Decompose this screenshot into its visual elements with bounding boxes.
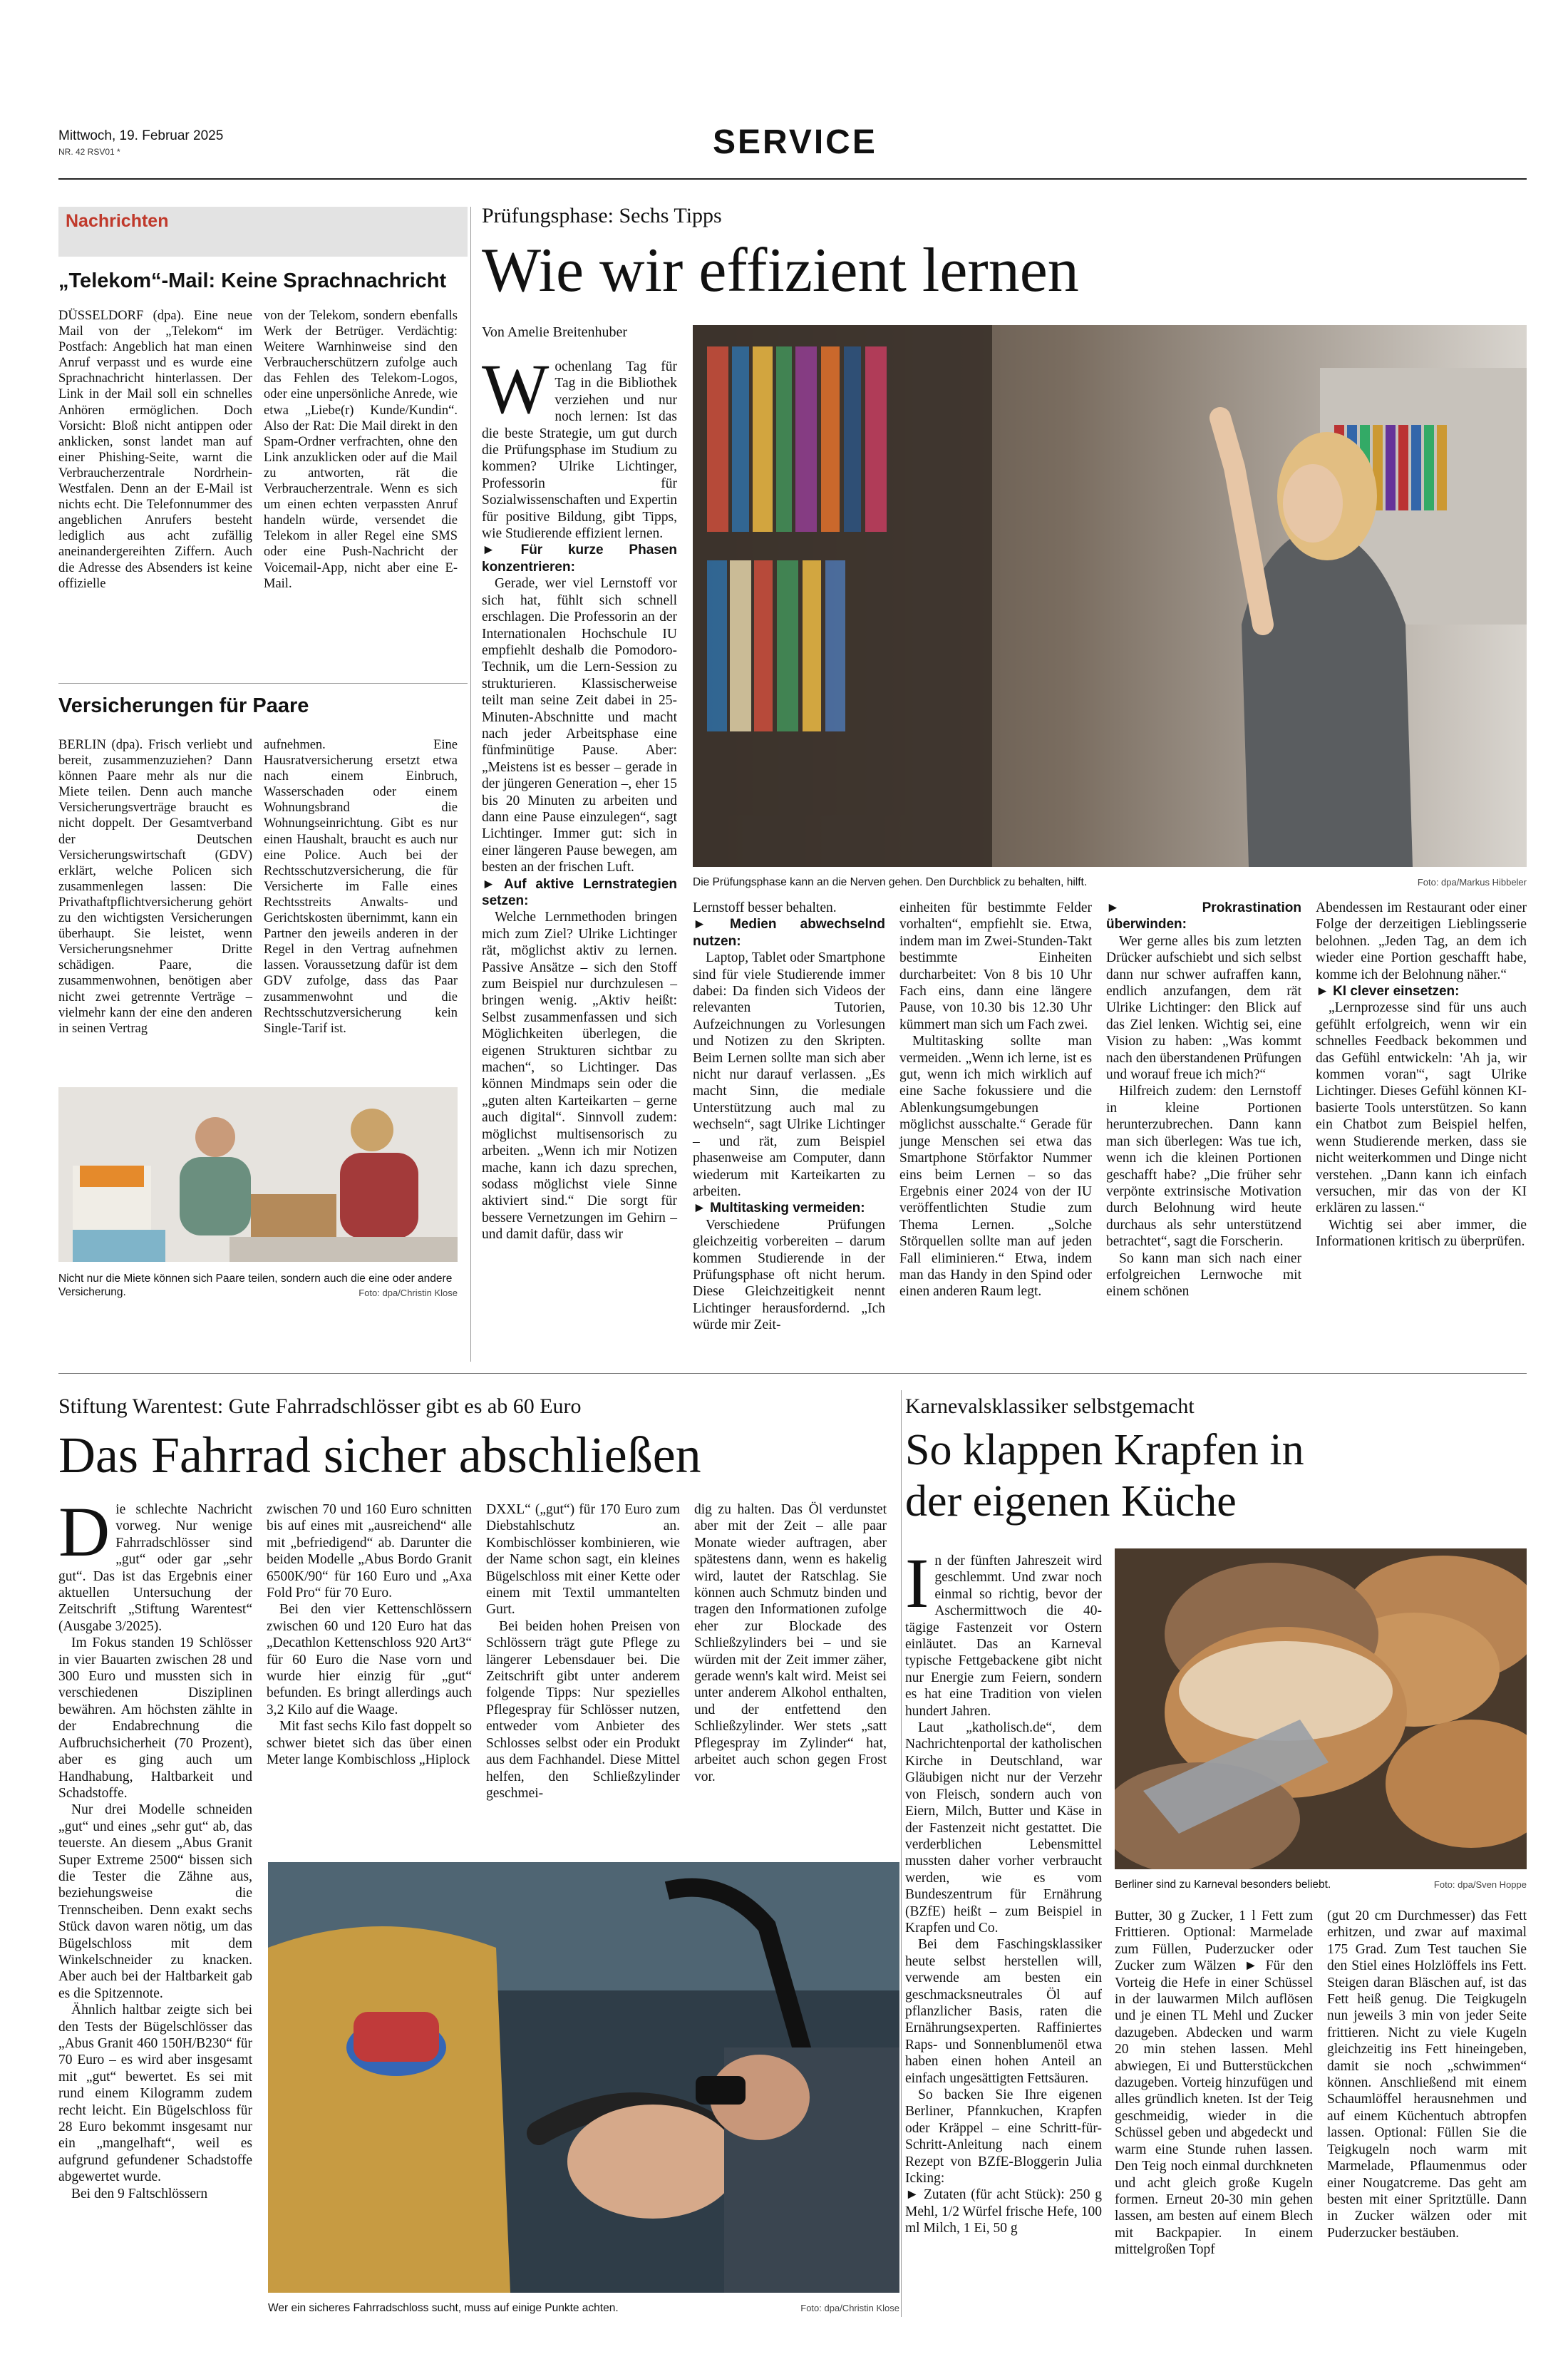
brief1-col1: DÜSSELDORF (dpa). Eine neue Mail von der „Telekom“ im Postfach: Angeblich hat man einen Anruf verpasst und es wurde eine Sprachnachricht hinterlassen. Der Link in der Mail soll ein schnelles Anhören ermöglichen. Doch Vorsicht: Bloß nicht antippen oder anklicken, sonst landet man auf einer Phishing-Seite, warnt die Verbraucherzentrale Nordrhein-Westfalen. Denn an der E-Mail ist nichts echt. Die Telefonnummer des angeblichen Anrufers besteht lediglich aus acht zufällig aneinandergereihten Ziffern. Auch die Adresse des Absenders ist keine offizielle [58, 309, 252, 591]
lernen-p6: Multitasking sollte man vermeiden. „Wenn ich lerne, ist es gut, wenn ich mich wirklich auf eine Sache fokussiere und die Ablenkungsumgebungen möglichst ausschalte.“ Gerade für junge Menschen sei etwa das Smartphone Störfaktor Nummer eins beim Lernen – so das Ergebnis einer 2024 von der IU veröffentlichten Studie zum Thema Lernen. „Solche Störquellen sollte man auf jeden Fall eliminieren.“ Etwa, indem man das Handy in den Spind oder einen anderen Raum legt. [899, 1034, 1092, 1300]
bikelock-caption: Wer ein sicheres Fahrradschloss sucht, muss auf einige Punkte achten. [268, 2302, 619, 2314]
krapfen-c1b: Laut „katholisch.de“, dem Nachrichtenportal der katholischen Kirche in Deutschland, war Gläubigen nicht nur der Verzehr von Fleisch, sondern auch von Eiern, Milch, Butter und Käse in der Fastenzeit nicht gestattet. Die verderblichen Lebensmittel mussten daher vorher verbraucht werden, wie es vom Bundeszentrum für Ernährung (BZfE) heißt – zum Beispiel in Krapfen und Co. [905, 1720, 1102, 1936]
bikelock-credit: Foto: dpa/Christin Klose [800, 2303, 899, 2313]
page-code: NR. 42 RSV01 * [58, 147, 120, 157]
lernen-p7: Wer gerne alles bis zum letzten Drücker aufschiebt und sich selbst dann nur schwer aufraffen kann, endlich anzufangen, dem rät Ulrike Lichtinger: den Blick auf das Ziel lenken. Wichtig sei, eine Vision zu haben: „Was kommt nach den überstandenen Prüfungen und worauf freue ich mich?“ [1106, 933, 1301, 1083]
fahrrad-col3 [486, 1501, 680, 1802]
krapfen-title-2: der eigenen Küche [905, 1477, 1237, 1526]
lernen-p3: Laptop, Tablet oder Smartphone sind für viele Studierende immer dabei: Da finden sich Videos der relevanten Tutorien, Aufzeichnungen zu Vorlesungen und Notizen zu den Skripten. Beim Lernen sollte man sich aber nicht nur darauf verlassen. „Es macht Sinn, die mediale Unterstützung auch mal zu wechseln“, sagt Ulrike Lichtinger – und rät, zum Beispiel phasenweise am Computer, dann wiederum mit Karteikarten zu arbeiten. [693, 950, 885, 1199]
krapfen-caption: Berliner sind zu Karneval besonders beliebt. [1115, 1879, 1331, 1891]
krapfen-kicker: Karnevalsklassiker selbstgemacht [905, 1394, 1195, 1418]
fahrrad-c1b: Im Fokus standen 19 Schlösser in vier Bauarten zwischen 28 und 300 Euro und mussten sich in verschiedenen Disziplinen bewähren. Am höchsten zählte in der Endabrechnung die Aufbruchsicherheit (70 Prozent), aber es ging auch um Handhabung, Haltbarkeit und Schadstoffe. [58, 1635, 252, 1801]
lernen-p8: Hilfreich zudem: den Lernstoff in kleine Portionen herunterzubrechen. Dann kann man sich überlegen: Was tue ich, wenn ich die kleinen Portionen geschafft habe? „Die früher sehr verpönte extrinsische Motivation durch Belohnung wird heute durchaus als sehr unterstützend betrachtet“, sagt die Forscherin. [1106, 1084, 1301, 1250]
library-photo [693, 325, 1527, 867]
fahrrad-c3a: DXXL“ („gut“) für 170 Euro zum Diebstahlschutz an. Kombischlösser kombinieren, wie der Name schon sagt, ein kleines Bügelschloss mit einer Kette oder einem mit Textil ummantelten Gurt. [486, 1502, 680, 1618]
fahrrad-c1a: ie schlechte Nachricht vorweg. Nur wenige Fahrradschlösser sind „gut“ oder gar „sehr gut“. Das ist das Ergebnis einer aktuellen Untersuchung der Zeitschrift „Stiftung Warentest“ (Ausgabe 3/2025). [58, 1502, 252, 1634]
krapfen-col3: (gut 20 cm Durchmesser) das Fett erhitzen, und zwar auf maximal 175 Grad. Zum Test tauchen Sie den Stiel eines Holzlöffels ins Fett. Steigen daran Bläschen auf, ist das Fett heiß genug. Die Teigkugeln nun jeweils 3 min von jeder Seite frittieren. Nicht zu viele Kugeln gleichzeitig ins Fett hineingeben, damit sie noch „schwimmen“ können. Anschließend mit einem Schaumlöffel herausnehmen und auf einem Küchentuch abtropfen lassen. Optional: Füllen Sie die Teigkugeln noch warm mit Marmelade, Pflaumenmus oder einer Nougatcreme. Das geht am besten mit einer Spritztülle. Dann in Zucker wälzen oder mit Puderzucker bestäuben. [1327, 1908, 1527, 2241]
fahrrad-col2 [267, 1501, 472, 1769]
couple-photo [58, 1087, 458, 1262]
lernen-h6: ► KI clever einsetzen: [1316, 984, 1460, 1000]
bikelock-photo [268, 1862, 899, 2293]
krapfen-photo [1115, 1548, 1527, 1869]
krapfen-col2: Butter, 30 g Zucker, 1 l Fett zum Frittieren. Optional: Marmelade zum Füllen, Puderzucker oder Zucker zum Wälzen ► Für den Vorteig die Hefe in einer Schüssel in der lauwarmen Milch auflösen und je einen TL Mehl und Zucker dazugeben. Abdecken und warm 20 min stehen lassen. Mehl abwiegen, Ei und Butterstückchen dazugeben. Vorteig hinzufügen und alles gründlich kneten. Ist der Teig geschmeidig, wieder in die Schüssel geben und abgedeckt und warm eine Stunde ruhen lassen. Den Teig noch einmal durchkneten und acht gleich große Kugeln formen. Erneut 20-30 min gehen lassen, am besten auf einem Blech mit Backpapier. In einem mittelgroßen Topf [1115, 1908, 1313, 2258]
lernen-p12: Wichtig sei aber immer, die Informationen kritisch zu überprüfen. [1316, 1217, 1527, 1250]
fahrrad-c1e: Bei den 9 Faltschlössern [71, 2186, 208, 2201]
brief2-title: Versicherungen für Paare [58, 694, 309, 717]
news-divider [470, 207, 471, 1362]
lernen-h4: ► Multitasking vermeiden: [693, 1201, 865, 1216]
brief1-col2: von der Telekom, sondern ebenfalls Werk der Betrüger. Verdächtig: Weitere Warnhinweise sind den Verbraucherschützern zufolge auch das Fehlen des Telekom-Logos, oder eine unpersönliche Anrede, wie etwa „Liebe(r) Kunde/Kundin“. Also der Rat: Die Mail direkt in den Spam-Ordner verfrachten, ohne den Link anzuklicken oder auf die Mail zu antworten, rät die Verbraucherzentrale. Wenn es sich um einen echten verpassten Anruf handeln würde, versendet die Telekom in aller Regel eine SMS oder eine Push-Nachricht der Voicemail-App, nicht aber eine E-Mail. [264, 309, 458, 591]
library-caption: Die Prüfungsphase kann an die Nerven gehen. Den Durchblick zu behalten, hilft. [693, 876, 1088, 888]
lernen-col5 [1316, 900, 1527, 1250]
lernen-col4 [1106, 900, 1301, 1300]
fahrrad-c1c: Nur drei Modelle schneiden „gut“ und eines „sehr gut“ ab, das teuerste. An diesem „Abus Granit Super Extreme 2500“ bissen sich die Tester die Zähne aus, beziehungsweise die Trennscheiben. Denn exakt sechs Stück davon waren nötig, um das Bügelschloss mit dem Winkelschneider zu knacken. Aber auch bei der Haltbarkeit gab es die Spitzennote. [58, 1802, 252, 2001]
news-label-box [58, 207, 468, 257]
lernen-intro: ochenlang Tag für Tag in die Bibliothek verziehen und nur noch lernen: Ist das die beste Strategie, um gut durch die Prüfungsphase im Studium zu kommen? Ulrike Lichtinger, Professorin für Sozialwissenschaften und Expertin für positive Bildung, gibt Tipps, wie Studierende effizient lernen. [482, 359, 677, 542]
fahrrad-c2a: zwischen 70 und 160 Euro schnitten bis auf eines mit „ausreichend“ alle mit „befriedigend“ ab. Darunter die beiden Modelle „Abus Bordo Granit 6500K/90“ für 160 Euro und „Axa Fold Pro“ für 70 Euro. [267, 1502, 472, 1601]
mid-rule [58, 1373, 1527, 1374]
lernen-h2: ► Auf aktive Lernstrategien setzen: [482, 876, 677, 908]
fahrrad-col1 [58, 1492, 252, 2202]
fahrrad-col4 [694, 1501, 887, 1785]
krapfen-dropcap: I [905, 1543, 929, 1623]
lernen-col2 [693, 900, 885, 1334]
fahrrad-title: Das Fahrrad sicher abschließen [58, 1427, 701, 1484]
fahrrad-c4a: dig zu halten. Das Öl verdunstet aber mit der Zeit – alle paar Monate wieder auftragen, aber spätestens dann, wenn es hakelig wird, lautet der Ratschlag. Sie können auch Schmutz binden und tragen den Informationen zufolge eher zur Blockade des Schließzylinders bei – und sie würden mit der Zeit immer zäher, gerade wenn's kalt wird. Meist sei unter anderem Alkohol enthalten, und der entfettend den Schließzylinder. Wer stets „satt Pflegespray im Zylinder“ hat, arbeitet auch schon gegen Frost vor. [694, 1502, 887, 1784]
page-date: Mittwoch, 19. Februar 2025 [58, 128, 224, 143]
krapfen-title-1: So klappen Krapfen in [905, 1426, 1304, 1474]
news-label: Nachrichten [66, 211, 169, 231]
lernen-p9: So kann man sich nach einer erfolgreichen Lernwoche mit einem schönen [1106, 1250, 1301, 1300]
brief1-title: „Telekom“-Mail: Keine Sprachnachricht [58, 269, 447, 292]
lernen-p5: einheiten für bestimmte Felder vorhalten“, empfiehlt sie. Etwa, indem man im Zwei-Stunden-Takt bestimmte Einheiten durcharbeitet: Von 8 bis 10 Uhr Fach eins, dann eine längere Pause, von 10.30 bis 12.30 Uhr kümmert man sich um Fach zwei. [899, 900, 1092, 1032]
lernen-p10: Abendessen im Restaurant oder einer Folge der derzeitigen Lieblingsserie belohnen. „Jeden Tag, an dem ich wieder eine Portion geschafft habe, komme ich der Belohnung näher.“ [1316, 900, 1527, 982]
krapfen-c1e: ► Zutaten (für acht Stück): 250 g Mehl, 1/2 Würfel frische Hefe, 100 ml Milch, 1 Ei, 50 g [905, 2187, 1102, 2236]
krapfen-c1d: So backen Sie Ihre eigenen Berliner, Pfannkuchen, Krapfen oder Kräppel – eine Schritt-für-Schritt-Anleitung nach einem Rezept von BZfE-Bloggerin Julia Icking: [905, 2087, 1102, 2187]
lernen-p1: Gerade, wer viel Lernstoff vor sich hat, fühlt sich schnell erschlagen. Die Professorin an der Internationalen Hochschule IU empfiehlt deshalb die Pomodoro-Technik, um die Lern-Session zu strukturieren. Klassischerweise teilt man seine Zeit dabei in 25-Minuten-Abschnitte und macht nach jeder Arbeitsphase eine fünfminütige Pause. Aber: „Meistens ist es besser – gerade in der jüngeren Generation –, eher 15 bis 20 Minuten zu arbeiten und dann eine Pause einzulegen“, sagt Lichtinger. Immer gut: sich in einer längeren Pause bewegen, am besten an der frischen Luft. [482, 576, 677, 875]
fahrrad-c2c: Mit fast sechs Kilo fast doppelt so schwer bietet sich das über einen Meter lange Kombischloss „Hiplock [267, 1719, 472, 1768]
couple-credit: Foto: dpa/Christin Klose [359, 1288, 458, 1298]
fahrrad-c1d: Ähnlich haltbar zeigte sich bei den Tests der Bügelschlösser das „Abus Granit 460 150H/B230“ für 70 Euro – es wird aber insgesamt mit „gut“ bewertet. Es sei mit rund einem Kilogramm zudem recht leicht. Ein Bügelschloss für 28 Euro bekommt insgesamt nur ein „mangelhaft“, weil es aufgrund gefundener Schadstoffe abgewertet wurde. [58, 2003, 252, 2185]
krapfen-col1 [905, 1543, 1102, 2237]
lernen-p4: Verschiedene Prüfungen gleichzeitig vorbereiten – darum kommen Studierende in der Prüfungsphase oft nicht herum. Diese Gleichzeitigkeit nennt Lichtinger herausfordernd. „Ich würde mir Zeit- [693, 1217, 885, 1333]
brief-divider [58, 683, 468, 684]
lernen-author: Von Amelie Breitenhuber [482, 324, 628, 340]
fahrrad-dropcap: D [58, 1492, 110, 1571]
couple-caption: Nicht nur die Miete können sich Paare teilen, sondern auch die eine oder andere Versicherung. [58, 1273, 453, 1298]
fahrrad-c3b: Bei beiden hohen Preisen von Schlössern trägt gute Pflege zu längerer Lebensdauer bei. Die Zeitschrift gibt unter anderem folgende Tipps: Nur spezielles Pflegespray für Schlösser nutzen, entweder vom Anbieter des Schlosses selbst oder ein Produkt aus dem Fachhandel. Diese Mittel helfen, den Schließzylinder geschmei- [486, 1618, 680, 1801]
lernen-title: Wie wir effizient lernen [482, 236, 1079, 305]
lernen-h1: ► Für kurze Phasen konzentrieren: [482, 543, 677, 575]
fahrrad-kicker: Stiftung Warentest: Gute Fahrradschlösser gibt es ab 60 Euro [58, 1394, 582, 1418]
lernen-col1 [482, 349, 677, 1243]
lernen-p11: „Lernprozesse sind für uns auch gefühlt erfolgreich, wenn wir ein schnelles Feedback bekommen und das Gefühl entwickeln: 'Ah ja, wir kommen voran'“, sagt Ulrike Lichtinger. Dieses Gefühl können KI-basierte Tools unterstützen. So kann ein Chatbot zum Beispiel helfen, wenn Studierende merken, dass sie nicht weiterkommen und Dinge nicht verstehen. „Dann kann ich einfach versuchen, mir das von der KI erklären zu lassen.“ [1316, 1000, 1527, 1216]
krapfen-credit: Foto: dpa/Sven Hoppe [1433, 1879, 1527, 1890]
lernen-h5: ► Prokrastination überwinden: [1106, 900, 1301, 932]
krapfen-c1c: Bei dem Faschingsklassiker heute selbst herstellen will, verwende am besten ein geschmacksneutrales Öl auf pflanzlicher Basis, raten die Ernährungsexperten. Raffiniertes Raps- und Sonnenblumenöl etwa haben einen hohen Anteil an einfach ungesättigten Fettsäuren. [905, 1937, 1102, 2086]
lernen-h3: ► Medien abwechselnd nutzen: [693, 917, 885, 949]
lernen-c2a: Lernstoff besser behalten. [693, 900, 837, 915]
lernen-dropcap: W [482, 349, 550, 428]
lernen-col3 [899, 900, 1092, 1300]
header-rule [58, 178, 1527, 180]
fahrrad-c2b: Bei den vier Kettenschlössern zwischen 60 und 120 Euro hat das „Decathlon Kettenschloss 920 Art3“ für 60 Euro die Nase vorn und wurde hier einzig für „gut“ befunden. Es bringt allerdings auch 3,2 Kilo auf die Waage. [267, 1602, 472, 1717]
lernen-kicker: Prüfungsphase: Sechs Tipps [482, 204, 722, 227]
lernen-p2: Welche Lernmethoden bringen mich zum Ziel? Ulrike Lichtinger rät, möglichst aktiv zu lernen. Passive Ansätze – sich den Stoff zum Beispiel nur durchzulesen – bringen wenig. „Aktiv heißt: Selbst zusammenfassen und sich Möglichkeiten überlegen, die eigenen Strukturen sichtbar zu machen“, so Lichtinger. Das können Mindmaps sein oder die „guten alten Karteikarten – gerne auch digital“. Sinnvoll zudem: möglichst multisensorisch zu arbeiten. „Wenn ich mir Notizen mache, kann ich dazu sprechen, sodass möglichst viele Sinne aktiviert sind.“ Die sorgt für bessere Vernetzungen im Gehirn – und damit dafür, dass wir [482, 910, 677, 1243]
brief2-col2: aufnehmen. Eine Hausratversicherung ersetzt etwa nach einem Einbruch, Wasserschaden oder einem Wohnungsbrand die Wohnungseinrichtung. Gibt es nur einen Haushalt, braucht es auch nur eine Police. Auch bei der Rechtsschutzversicherung, die für Versicherte im Falle eines Rechtsstreits Anwalts- und Gerichtskosten übernimmt, kann ein Partner den jeweils anderen in der Regel in den Vertrag aufnehmen lassen. Voraussetzung dafür ist dem GDV zufolge, dass das Paar zusammenwohnt und die Rechtsschutzversicherung kein Single-Tarif ist. [264, 738, 458, 1036]
fahrrad-divider [901, 1390, 902, 2317]
brief2-col1: BERLIN (dpa). Frisch verliebt und bereit, zusammenzuziehen? Dann können Paare mehr als nur die Miete teilen. Denn auch manche Versicherungsverträge braucht es nicht doppelt. Der Gesamtverband der Deutschen Versicherungswirtschaft (GDV) erklärt, welche Policen sich zusammenlegen lassen: Die Privathaftpflichtversicherung gehört zu den wichtigsten Versicherungen überhaupt. Sie leistet, wenn Versicherungsnehmer Dritte schädigen. Paare, die zusammenwohnen, benötigen aber nicht zwei getrennte Verträge – vielmehr kann der eine den anderen in seinen Vertrag [58, 738, 252, 1036]
section-title: SERVICE [713, 123, 877, 161]
krapfen-c1a: n der fünften Jahreszeit wird geschlemmt. Und zwar noch einmal so richtig, bevor der Aschermittwoch die 40-tägige Fastenzeit vor Ostern einläutet. Das an Karneval typische Fettgebackene gibt nicht nur Energie zum Feiern, sondern es hat eine Tradition von vielen hundert Jahren. [905, 1553, 1102, 1719]
library-credit: Foto: dpa/Markus Hibbeler [1417, 877, 1527, 888]
